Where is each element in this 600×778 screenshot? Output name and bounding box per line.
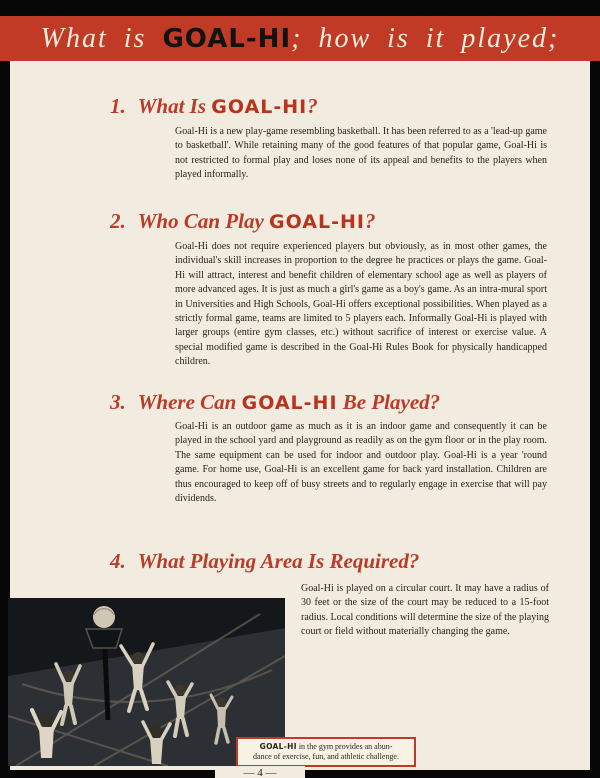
banner-title-post: ; how is it played;: [291, 22, 560, 54]
section-3-title-pre: Where Can: [137, 390, 242, 414]
section-4-heading: [110, 549, 419, 574]
section-3-title-post: Be Played?: [337, 390, 441, 414]
section-2-title-pre: Who Can Play: [137, 209, 270, 233]
caption-brand-wordmark: GOAL-HI: [259, 742, 297, 751]
photo-caption-line-1: [242, 742, 410, 752]
ball-icon: [93, 606, 115, 628]
section-3-heading: [110, 390, 440, 415]
section-3-body: Goal-Hi is an outdoor game as much as it is an indoor game and consequently it can be played in the school yard and playground as readily as on the gym floor or in the play room. The same equipment can be used for indoor and outdoor play. Goal-Hi is a year 'round game. For home use, Goal-Hi is an excellent game for back yard installation. Children are thus encouraged to keep off of busy streets and to regularly engage in exercise that will pay dividends.: [175, 421, 547, 505]
banner-title-pre: What is: [40, 22, 163, 54]
banner-brand-wordmark: GOAL-HI: [162, 23, 292, 54]
section-2-heading: [110, 209, 375, 234]
section-3-number: 3.: [110, 390, 126, 414]
section-1-body: Goal-Hi is a new play-game resembling basketball. It has been referred to as a 'lead-up game to basketball'. While retaining many of the good features of that popular game, Goal-Hi is not restricted to formal play and loses none of its appeal and benefits to the players when played informally.: [175, 126, 547, 181]
banner-title: [41, 23, 560, 55]
section-1-heading: [110, 94, 318, 119]
photo-caption: [236, 737, 416, 767]
section-2-number: 2.: [110, 209, 126, 233]
section-1-title-pre: What Is: [137, 94, 212, 118]
caption-line-1-text: in the gym provides an abun-: [296, 742, 393, 751]
title-banner: [0, 16, 600, 61]
section-4-number: 4.: [110, 549, 126, 573]
section-4-title-pre: What Playing Area Is Required?: [137, 549, 420, 573]
section-2-brand-wordmark: GOAL-HI: [269, 211, 365, 233]
section-1-brand-wordmark: GOAL-HI: [211, 96, 308, 118]
section-1-number: 1.: [110, 94, 126, 118]
section-3-brand-wordmark: GOAL-HI: [241, 392, 338, 414]
section-2-title-post: ?: [364, 209, 376, 233]
section-4-body: Goal-Hi is played on a circular court. It may have a radius of 30 feet or the size of the court may be reduced to a 15-foot radius. Local conditions will determine the size of the playing court or field without materially changing the game.: [301, 583, 549, 638]
section-2-body: Goal-Hi does not require experienced players but obviously, as in most other games, the individual's skill increases in proportion to the degree he practices or plays the game. Goal-Hi will attract, interest and benefit children of elementary school age as well as players of more advanced ages. It is just as much a girl's game as a boy's game. As an intra-mural sport in Universities and High Schools, Goal-Hi offers exceptional possibilities. When played as a strictly formal game, teams are limited to 5 players each. Informally Goal-Hi is played with larger groups (entire gym classes, etc.) without sacrifice of interest or exercise value. A special modified game is described in the Goal-Hi Rules Book for physically handicapped children.: [175, 241, 547, 368]
page-content: [10, 61, 590, 778]
section-1-title-post: ?: [307, 94, 318, 118]
photo-caption-line-2: dance of exercise, fun, and athletic challenge.: [253, 752, 399, 761]
page-number: — 4 —: [215, 766, 305, 778]
